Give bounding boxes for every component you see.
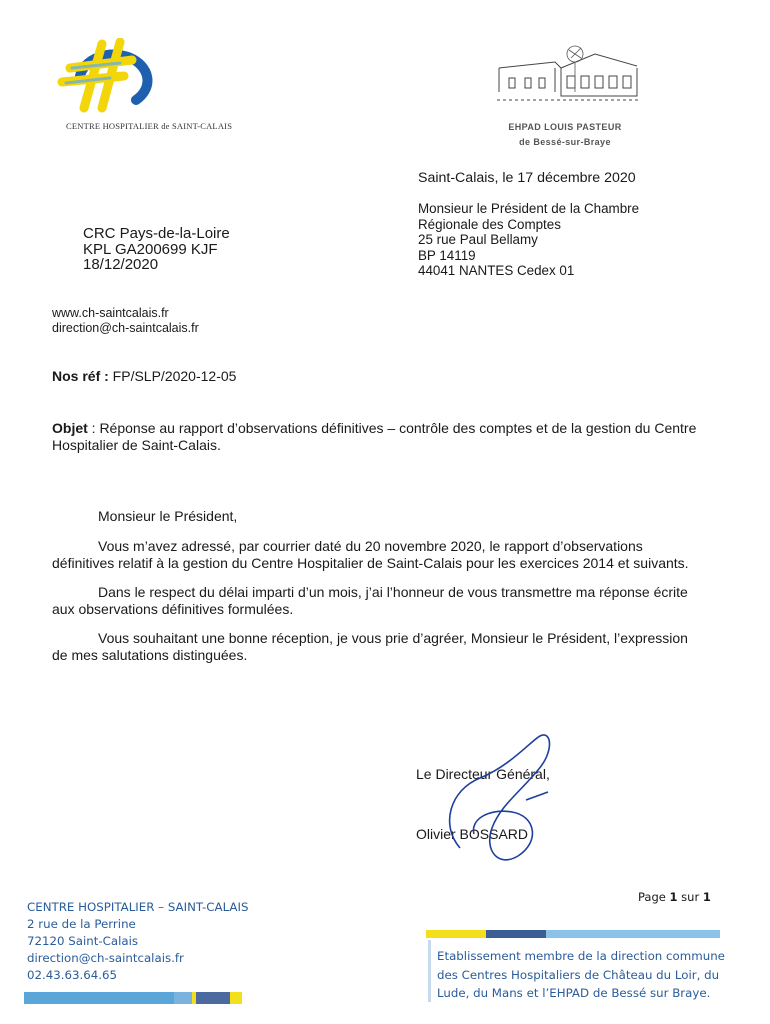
hospital-logo-mark [50,38,160,118]
subject-label: Objet [52,420,88,436]
footer-street: 2 rue de la Perrine [27,917,136,931]
subject-line-2: Hospitalier de Saint-Calais. [52,437,221,453]
subject-block [52,420,722,454]
page-current: 1 [669,890,678,904]
footer-city: 72120 Saint-Calais [27,934,139,948]
recipient-line: 25 rue Paul Bellamy [418,232,538,247]
stamp-line: KPL GA200699 KJF [83,240,218,258]
reference-label: Nos réf : [52,368,109,384]
page-number [638,890,711,904]
paragraph-line: définitives relatif à la gestion du Centre Hospitalier de Saint-Calais pour les exercices 2014 et suivants. [52,555,689,571]
footer-email[interactable]: direction@ch-saintcalais.fr [27,951,184,965]
page-total: 1 [702,890,711,904]
footer-org-name: CENTRE HOSPITALIER – SAINT-CALAIS [27,900,249,914]
signatory-name: Olivier BOSSARD [416,826,529,842]
membership-line: des Centres Hospitaliers de Château du Loir, du [437,967,720,982]
body-paragraph [52,630,712,664]
paragraph-line: Dans le respect du délai imparti d’un mois, j’ai l’honneur de vous transmettre ma réponse écrite [98,584,688,600]
place-date: Saint-Calais, le 17 décembre 2020 [418,170,636,186]
recipient-line: 44041 NANTES Cedex 01 [418,263,575,278]
page-middle: sur [677,890,703,904]
stamp-line: CRC Pays-de-la-Loire [83,225,230,242]
ehpad-logo [495,40,645,110]
hospital-logo-caption: CENTRE HOSPITALIER de SAINT-CALAIS [66,121,233,131]
recipient-address [418,201,639,279]
paragraph-line: Vous m’avez adressé, par courrier daté du 20 novembre 2020, le rapport d’observations [98,538,643,554]
hospital-logo [50,38,160,118]
footer-phone: 02.43.63.64.65 [27,968,118,982]
salutation: Monsieur le Président, [98,508,238,524]
subject-line-1: : Réponse au rapport d’observations définitives – contrôle des comptes et de la gestion du Centre [87,420,697,436]
footer-right-color-bar [426,930,720,938]
footer-left-color-bar [24,992,242,1004]
recipient-line: Monsieur le Président de la Chambre [418,201,640,216]
received-stamp [83,226,230,273]
ehpad-building-drawing [495,40,645,110]
paragraph-line: Vous souhaitant une bonne réception, je vous prie d’agréer, Monsieur le Président, l’expression [98,630,688,646]
handwritten-signature [440,730,560,880]
membership-line: Lude, du Mans et l’EHPAD de Bessé sur Braye. [437,986,711,1000]
stamp-line: 18/12/2020 [83,256,159,273]
reference-value: FP/SLP/2020-12-05 [108,368,237,384]
paragraph-line: aux observations définitives formulées. [52,601,294,617]
signatory-title: Le Directeur Général, [416,766,550,782]
body-paragraph [52,538,712,572]
footer-right-border [428,940,431,1002]
email-link[interactable]: direction@ch-saintcalais.fr [52,321,199,335]
paragraph-line: de mes salutations distinguées. [52,647,248,663]
contact-block [52,306,199,336]
body-paragraph [52,584,712,618]
footer-left-address [27,899,248,984]
footer-right-membership [437,947,725,1003]
membership-line: Etablissement membre de la direction commune [437,949,725,963]
ehpad-logo-caption [505,120,625,150]
ehpad-caption-line-1: EHPAD LOUIS PASTEUR [508,122,622,132]
ehpad-caption-line-2: de Bessé-sur-Braye [519,137,611,147]
recipient-line: Régionale des Comptes [418,216,561,232]
reference-line [52,368,236,384]
recipient-line: BP 14119 [418,247,476,263]
page-prefix: Page [638,890,670,904]
website-link[interactable]: www.ch-saintcalais.fr [52,306,169,320]
